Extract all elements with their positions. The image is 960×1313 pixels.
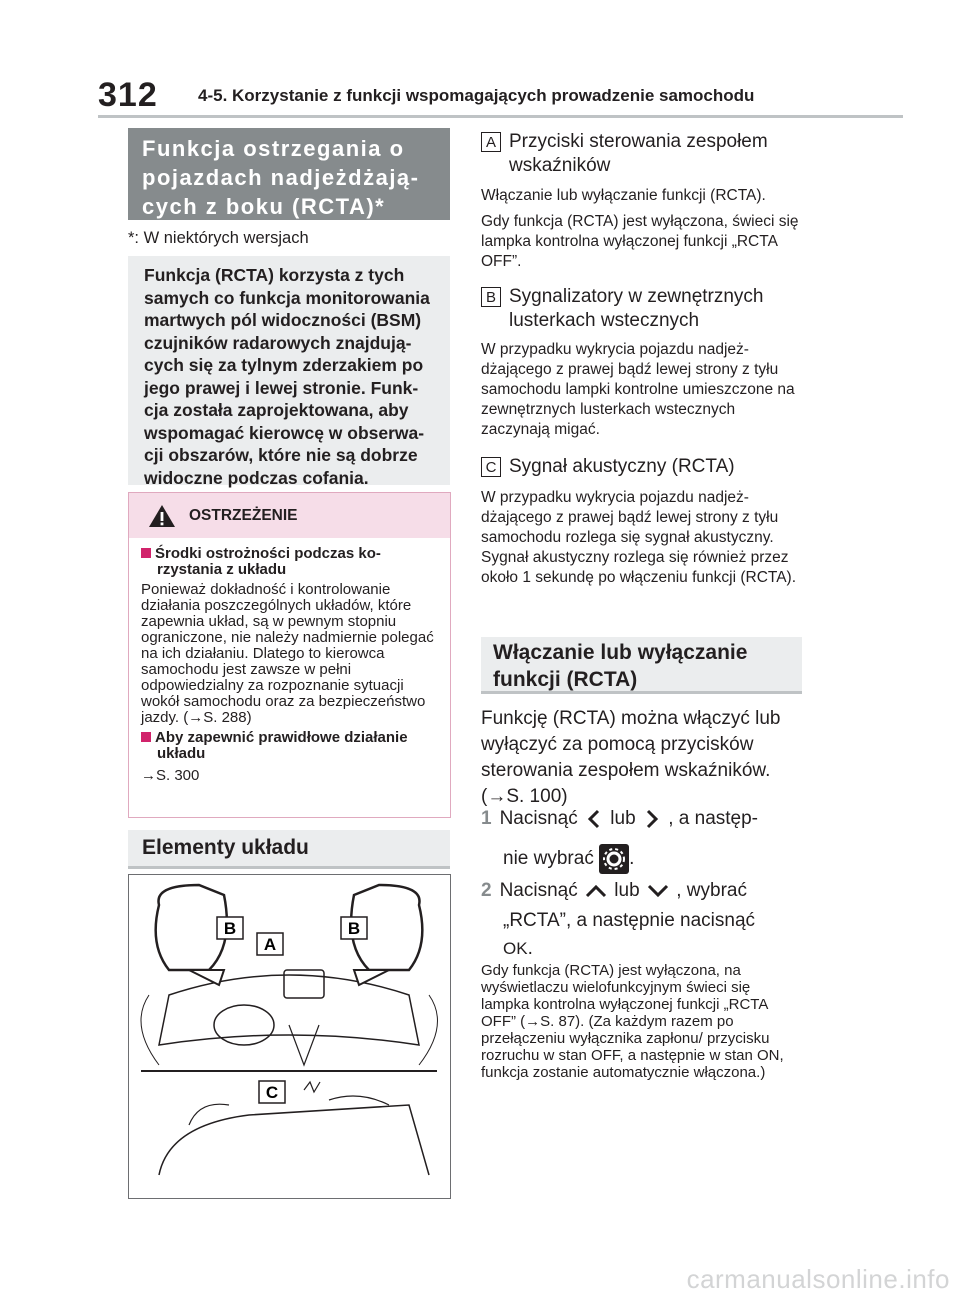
step-2-number: 2 [481, 880, 492, 901]
warning-heading-2: Aby zapewnić prawidłowe działanie układu [141, 730, 440, 762]
chevron-left-icon [583, 808, 605, 830]
warning-text-1: Ponieważ dokładność i kontrolowanie działania poszczególnych układów, które zapewnia układ, są w pewnym stopniu ograniczone, nie należy nadmiernie polegać na ich działaniu. Dlatego to kierowca samochodu jest zawsze w pełni odpowiedzialny za rozpoznanie sytuacji wokół samochodu oraz za bezpieczeństwo jazdy. (→S. 288) [141, 581, 434, 726]
label-b-right [341, 917, 367, 939]
item-b-heading: B Sygnalizatory w zewnętrznych lusterkach wstecznych [481, 285, 794, 333]
section-title-toggle: Włączanie lub wyłączanie funkcji (RCTA) [481, 637, 802, 691]
label-c [259, 1081, 285, 1103]
warning-body [129, 538, 450, 784]
section-title-components: Elementy układu [128, 830, 450, 866]
intro-box: Funkcja (RCTA) korzysta z tych samych co funkcja monitorowania martwych pól widoczności (BSM) czujników radarowych znajdujących się za tylnym zderzakiem po jego prawej i lewej stronie. Funkcja została zaprojektowana, aby wspomagać kierowcę w obserwacji obszarów, które nie są dobrze widoczne podczas cofania. [128, 256, 450, 485]
header-divider [98, 115, 903, 118]
section-title-rcta: Funkcja ostrzegania o pojazdach nadjeżdżających z boku (RCTA)* [128, 128, 450, 220]
chevron-up-icon [583, 882, 609, 900]
components-title-bar [128, 866, 450, 869]
warning-text-2: →S. 300 [141, 767, 200, 784]
note-text: Gdy funkcja (RCTA) jest wyłączona, na wyświetlaczu wielofunkcyjnym świeci się lampka kontrolna wyłączonej funkcji „RCTA OFF” (→S. 87). (Za każdym razem po przełączeniu wyłącznika zapłonu/ przycisku rozruchu w stan OFF, a następnie w stan ON, funkcja zostanie automatycznie włączona.) [481, 962, 784, 1081]
bullet-square-icon [141, 548, 151, 558]
item-b-text: W przypadku wykrycia pojazdu nadjeżdżającego z prawej bądź lewej strony z tyłu samochodu lampki kontrolne umieszczone na zewnętrznych lusterkach wstecznych zaczynają migać. [481, 341, 795, 438]
label-b-left [217, 917, 243, 939]
svg-text:A: A [263, 935, 277, 954]
svg-text:B: B [223, 919, 237, 938]
warning-header [129, 493, 450, 538]
gear-icon [599, 844, 629, 874]
item-a-text: Włączanie lub wyłączanie funkcji (RCTA). [481, 187, 766, 204]
chevron-right-icon [641, 808, 663, 830]
warning-heading-1: Środki ostrożności podczas korzystania z układu [141, 546, 440, 578]
item-c-heading: C Sygnał akustyczny (RCTA) [481, 455, 735, 479]
step-1: 1 Nacisnąć lub , a następ- nie wybrać . [481, 806, 801, 874]
toggle-paragraph: Funkcję (RCTA) można włączyć lub wyłączyć za pomocą przycisków sterowania zespołem wskaźników. (→S. 100) [481, 708, 781, 807]
footnote: *: W niektórych wersjach [128, 229, 309, 247]
item-c-text: W przypadku wykrycia pojazdu nadjeżdżającego z prawej bądź lewej strony z tyłu samochodu rozlega się sygnał akustyczny. Sygnał akustyczny rozlega się również przez około 1 sekundę po włączeniu funkcji (RCTA). [481, 489, 797, 586]
page-number: 312 [98, 76, 158, 114]
label-a [257, 933, 283, 955]
step-1-number: 1 [481, 808, 492, 829]
car-interior-illustration [129, 875, 450, 1198]
chevron-down-icon [645, 882, 671, 900]
svg-text:C: C [265, 1083, 279, 1102]
step-2: 2 Nacisnąć lub , wybrać „RCTA”, a następnie nacisnąć OK. [481, 880, 756, 959]
watermark: carmanualsonline.info [686, 1264, 950, 1294]
item-a-heading: A Przyciski sterowania zespołem wskaźników [481, 130, 794, 178]
warning-title: OSTRZEŻENIE [189, 506, 298, 524]
chapter-title: 4-5. Korzystanie z funkcji wspomagających prowadzenie samochodu [198, 86, 755, 105]
item-a-text-2: Gdy funkcja (RCTA) jest wyłączona, świeci się lampka kontrolna wyłączonej funkcji „RCTA OFF”. [481, 213, 799, 270]
svg-text:B: B [347, 919, 361, 938]
warning-box [128, 492, 451, 818]
item-c-letter: C [481, 457, 501, 477]
item-b-letter: B [481, 287, 501, 307]
bullet-square-icon [141, 732, 151, 742]
system-illustration [128, 874, 451, 1199]
ok-button-icon: OK [503, 939, 528, 958]
item-a-letter: A [481, 132, 501, 152]
warning-icon [147, 503, 177, 529]
toggle-title-bar [481, 691, 802, 694]
